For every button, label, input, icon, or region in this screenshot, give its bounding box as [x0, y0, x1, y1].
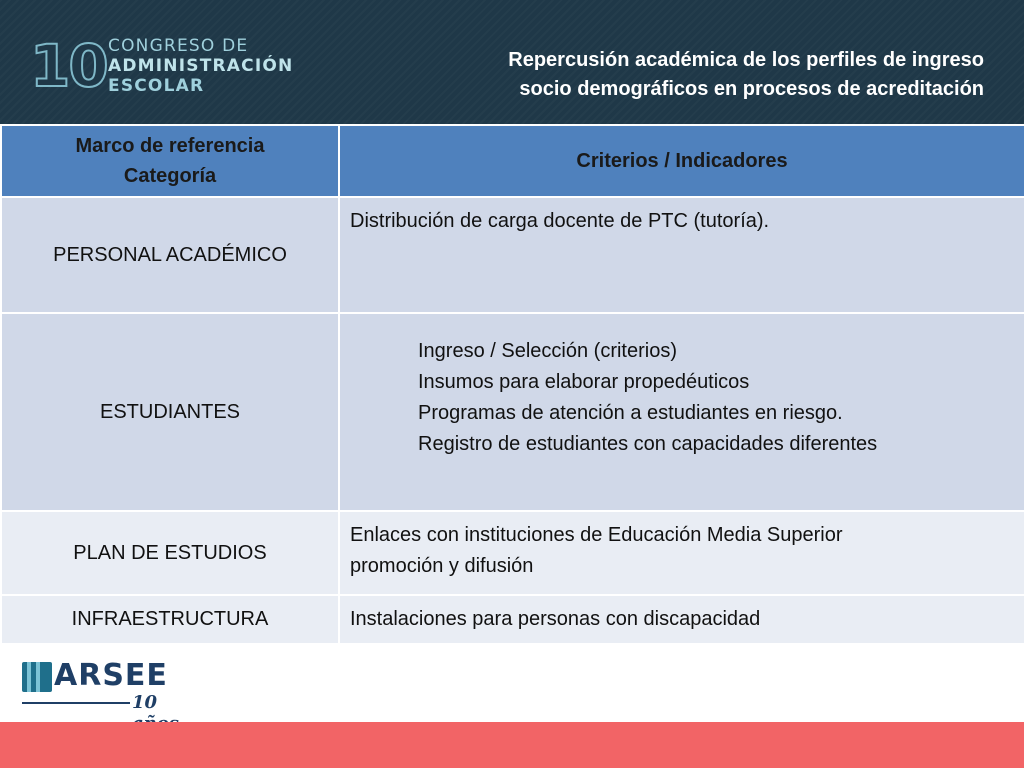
congreso-logo	[30, 32, 310, 100]
arsee-emblem-icon	[22, 662, 52, 692]
criteria-cell	[339, 313, 1024, 511]
header-banner	[0, 0, 1024, 124]
header-category-line-1: Marco de referencia	[75, 135, 265, 157]
criteria-item: Insumos para elaborar propedéuticos	[418, 371, 750, 393]
header-category	[1, 125, 339, 197]
header-criteria: Criterios / Indicadores	[339, 125, 1024, 197]
logo-line-1: CONGRESO DE	[108, 36, 249, 56]
table-row	[1, 197, 1024, 313]
table-header-row	[1, 125, 1024, 197]
category-cell: PERSONAL ACADÉMICO	[1, 197, 339, 313]
title-line-1: Repercusión académica de los perfiles de ingreso	[508, 49, 984, 71]
table-row	[1, 511, 1024, 595]
bottom-band	[0, 722, 1024, 768]
criteria-item: Registro de estudiantes con capacidades diferentes	[418, 433, 878, 455]
logo-line-3: ESCOLAR	[108, 76, 205, 96]
arsee-anniversary: 10	[132, 692, 158, 713]
logo-line-2: ADMINISTRACIÓN	[108, 56, 294, 76]
criteria-item: promoción y difusión	[350, 555, 534, 577]
arsee-logo	[22, 660, 202, 720]
logo-number: 10	[30, 32, 107, 100]
criteria-cell	[339, 197, 1024, 313]
criteria-item: Enlaces con instituciones de Educación Media Superior	[350, 524, 843, 546]
category-cell: PLAN DE ESTUDIOS	[1, 511, 339, 595]
table-row	[1, 313, 1024, 511]
criteria-item: Instalaciones para personas con discapacidad	[350, 608, 761, 630]
arsee-wordmark: ARSEE	[54, 658, 168, 693]
criteria-cell	[339, 511, 1024, 595]
slide-title	[364, 46, 984, 104]
criteria-item: Programas de atención a estudiantes en riesgo.	[418, 402, 843, 424]
category-cell: ESTUDIANTES	[1, 313, 339, 511]
criteria-item: Distribución de carga docente de PTC (tutoría).	[350, 210, 770, 232]
logo-divider	[22, 702, 130, 704]
table-row	[1, 595, 1024, 644]
criteria-item: Ingreso / Selección (criterios)	[418, 340, 677, 362]
criteria-table	[0, 124, 1024, 645]
header-category-line-2: Categoría	[123, 165, 217, 187]
criteria-cell	[339, 595, 1024, 644]
category-cell: INFRAESTRUCTURA	[1, 595, 339, 644]
title-line-2: socio demográficos en procesos de acreditación	[519, 78, 984, 100]
